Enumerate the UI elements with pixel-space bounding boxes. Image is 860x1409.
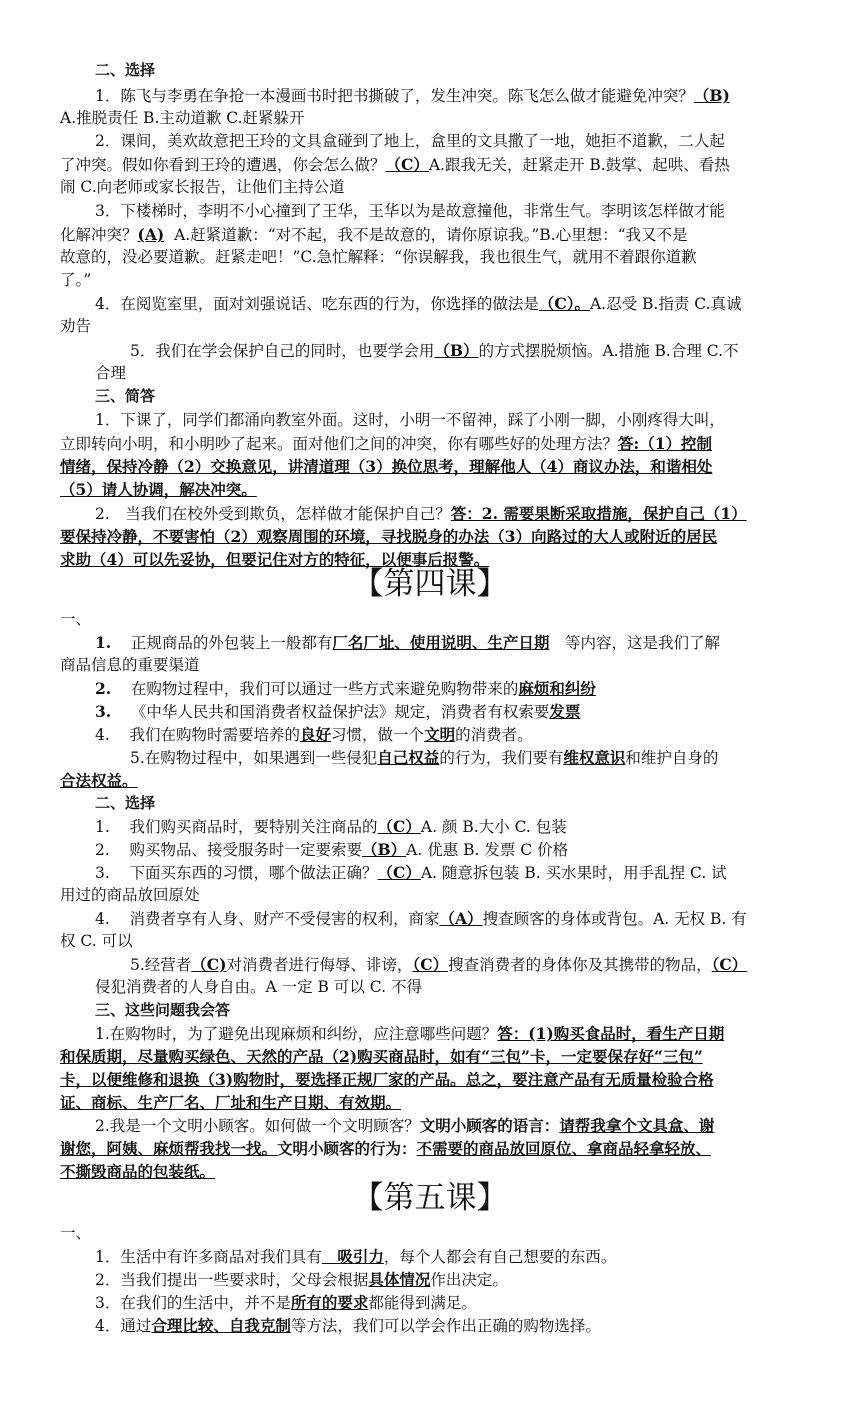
- l4-fill-5: 5.在购物过程中，如果遇到一些侵犯自己权益的行为，我们要有维权意识和维护自身的: [130, 748, 719, 767]
- question-1: 1．陈飞与李勇在争抢一本漫画书时把书撕破了，发生冲突。陈飞怎么做才能避免冲突？（B): [95, 86, 730, 105]
- section-heading-choice: 二、选择: [95, 61, 156, 79]
- l4-fill-4: 4. 我们在购物时需要培养的良好习惯，做一个文明的消费者。: [95, 725, 533, 744]
- l4-answer-1-answer: 卡，以便维修和退换（3)购物时，要选择正规厂家的产品。总之，要注意产品有无质量检验合格: [60, 1070, 714, 1089]
- question-1-options: A.推脱责任 B.主动道歉 C.赶紧躲开: [60, 109, 305, 127]
- answer: （C）: [385, 155, 429, 174]
- question-5-line: 合理: [95, 364, 127, 382]
- lesson-5-section-1: 一、: [60, 1224, 92, 1242]
- answer: （B）: [362, 840, 407, 859]
- question-3-line: 故意的，没必要道歉。赶紧走吧！”C.急忙解释：“你误解我，我也很生气，就用不着跟你道歉: [60, 248, 697, 266]
- answer: 请帮我拿个文具盒、谢: [559, 1116, 715, 1135]
- answer: 良好: [300, 725, 332, 744]
- question-2-line: 闹 C.向老师或家长报告，让他们主持公道: [60, 178, 345, 196]
- question-4: 4．在阅览室里，面对刘强说话、吃东西的行为，你选择的做法是（C）。A.忍受 B.指责 C.真诚: [95, 294, 742, 313]
- answer: 文明: [424, 725, 456, 744]
- answer: 答：(1)购买食品时，看生产日期: [497, 1024, 725, 1043]
- question-3-line: 化解冲突？(A) A.赶紧道歉：“对不起，我不是故意的，请你原谅我。”B.心里想：“我又不是: [60, 225, 688, 244]
- l4-choice-3: 3. 下面买东西的习惯，哪个做法正确？（C）A. 随意拆包装 B. 买水果时，用手乱捏 C. 试: [95, 863, 727, 882]
- answer: 维权意识: [563, 748, 626, 767]
- lesson-5-title: 【第五课】: [352, 1180, 508, 1216]
- answer: （C）: [377, 863, 421, 882]
- answer: （C）。: [538, 294, 590, 313]
- question-3: 3．下楼梯时，李明不小心撞到了王华，王华以为是故意撞他，非常生气。李明该怎样做才能: [95, 202, 725, 220]
- question-2-line: 了冲突。假如你看到王玲的遭遇，你会怎么做？（C）A.跟我无关，赶紧走开 B.鼓掌、起哄、看热: [60, 155, 730, 174]
- question-2: 2．课间，美欢故意把王玲的文具盒碰到了地上，盒里的文具撒了一地，她拒不道歉，二人起: [95, 132, 725, 150]
- l5-fill-4: 4．通过合理比较、自我克制等方法，我们可以学会作出正确的购物选择。: [95, 1316, 601, 1335]
- l4-fill-3: 3. 《中华人民共和国消费者权益保护法》规定，消费者有权索要发票: [95, 702, 581, 721]
- answer: 自己权益: [377, 748, 440, 767]
- answer: 不需要的商品放回原位、拿商品轻拿轻放、: [416, 1139, 712, 1158]
- answer: （B): [693, 86, 730, 105]
- l4-fill-2: 2. 在购物过程中，我们可以通过一些方式来避免购物带来的麻烦和纠纷: [95, 679, 596, 698]
- answer: 具体情况: [368, 1270, 431, 1289]
- l4-fill-1: 1. 正规商品的外包装上一般都有厂名厂址、使用说明、生产日期 等内容，这是我们了解: [95, 633, 720, 652]
- l4-answer-1: 1.在购物时，为了避免出现麻烦和纠纷，应注意哪些问题？答：(1)购买食品时，看生产日期: [95, 1024, 725, 1043]
- l4-answer-1-answer: 和保质期，尽量购买绿色、天然的产品（2)购买商品时，如有“三包”卡，一定要保存好“三包”: [60, 1047, 703, 1066]
- short-answer-2: 2. 当我们在校外受到欺负，怎样做才能保护自己？答：2. 需要果断采取措施，保护自己（1）: [95, 504, 747, 523]
- l4-section-questions: 三、这些问题我会答: [95, 1001, 231, 1019]
- answer: 合理比较、自我克制: [151, 1316, 291, 1335]
- answer: （C）: [711, 955, 748, 974]
- l4-choice-4-line: 权 C. 可以: [60, 932, 133, 950]
- l4-section-choice: 二、选择: [95, 794, 156, 812]
- l4-answer-2: 2.我是一个文明小顾客。如何做一个文明顾客？文明小顾客的语言：请帮我拿个文具盒、谢: [95, 1116, 715, 1135]
- l4-choice-5: 5.经营者（C)对消费者进行侮辱、诽谤，（C）搜查消费者的身体你及其携带的物品，（C）: [130, 955, 748, 974]
- answer: 发票: [549, 702, 581, 721]
- answer: (A): [137, 225, 165, 244]
- answer: （B）: [434, 341, 479, 360]
- l4-choice-2: 2. 购买物品、接受服务时一定要索要（B）A. 优惠 B. 发票 C 价格: [95, 840, 569, 859]
- answer: （C）: [377, 817, 421, 836]
- question-5: 5．我们在学会保护自己的同时，也要学会用（B）的方式摆脱烦恼。A.措施 B.合理 C.不: [130, 341, 739, 360]
- answer: 厂名厂址、使用说明、生产日期: [332, 633, 550, 652]
- short-answer-1: 1．下课了，同学们都涌向教室外面。这时，小明一不留神，踩了小刚一脚，小刚疼得大叫，: [95, 411, 725, 429]
- l5-fill-3: 3．在我们的生活中，并不是所有的要求都能得到满足。: [95, 1293, 477, 1312]
- answer: （C): [191, 955, 227, 974]
- l4-fill-5-answer: 合法权益。: [60, 771, 138, 790]
- short-answer-1-line: 立即转向小明，和小明吵了起来。面对他们之间的冲突，你有哪些好的处理方法？答:（1）控制: [60, 434, 713, 453]
- l5-fill-2: 2．当我们提出一些要求时，父母会根据具体情况作出决定。: [95, 1270, 508, 1289]
- short-answer-2-answer: 要保持冷静，不要害怕（2）观察周围的环境，寻找脱身的办法（3）向路过的大人或附近的居民: [60, 527, 718, 546]
- question-4-line: 劝告: [60, 317, 92, 335]
- l4-answer-2-line: 谢您，阿姨、麻烦帮我找一找。文明小顾客的行为：不需要的商品放回原位、拿商品轻拿轻放、: [60, 1139, 712, 1158]
- short-answer-1-answer: 情绪，保持冷静（2）交换意见，讲清道理（3）换位思考，理解他人（4）商议办法，和谐相处: [60, 457, 713, 476]
- answer: （A）: [439, 909, 483, 928]
- l4-fill-1-line: 商品信息的重要渠道: [60, 656, 200, 674]
- short-answer-1-answer: （5）请人协调，解决冲突。: [60, 480, 257, 499]
- short-answer-2-answer: 求助（4）可以先妥协，但要记住对方的特征，以便事后报警。: [60, 550, 490, 569]
- answer: 吸引力: [321, 1247, 384, 1266]
- answer: 答：2. 需要果断采取措施，保护自己（1）: [450, 504, 747, 523]
- lesson-4-title: 【第四课】: [352, 566, 508, 602]
- l5-fill-1: 1．生活中有许多商品对我们具有 吸引力，每个人都会有自己想要的东西。: [95, 1247, 617, 1266]
- answer: 谢您，阿姨、麻烦帮我找一找。: [60, 1139, 278, 1158]
- l4-choice-1: 1. 我们购买商品时，要特别关注商品的（C）A. 颜 B.大小 C. 包装: [95, 817, 567, 836]
- l4-choice-3-line: 用过的商品放回原处: [60, 886, 200, 904]
- section-heading-short-answer: 三、简答: [95, 387, 156, 405]
- answer: 所有的要求: [290, 1293, 369, 1312]
- l4-choice-5-line: 侵犯消费者的人身自由。A 一定 B 可以 C. 不得: [95, 978, 422, 996]
- answer: （C）: [412, 955, 449, 974]
- lesson-4-section-1: 一、: [60, 610, 92, 628]
- l4-choice-4: 4. 消费者享有人身、财产不受侵害的权利，商家（A）搜查顾客的身体或背包。A. 无权 B. 有: [95, 909, 747, 928]
- l4-answer-2-answer: 不撕毁商品的包装纸。: [60, 1162, 216, 1181]
- question-3-line: 了。”: [60, 271, 92, 289]
- answer: 麻烦和纠纷: [518, 679, 596, 698]
- answer: 答:（1）控制: [618, 434, 713, 453]
- l4-answer-1-answer: 证、商标、生产厂名、厂址和生产日期、有效期。: [60, 1093, 402, 1112]
